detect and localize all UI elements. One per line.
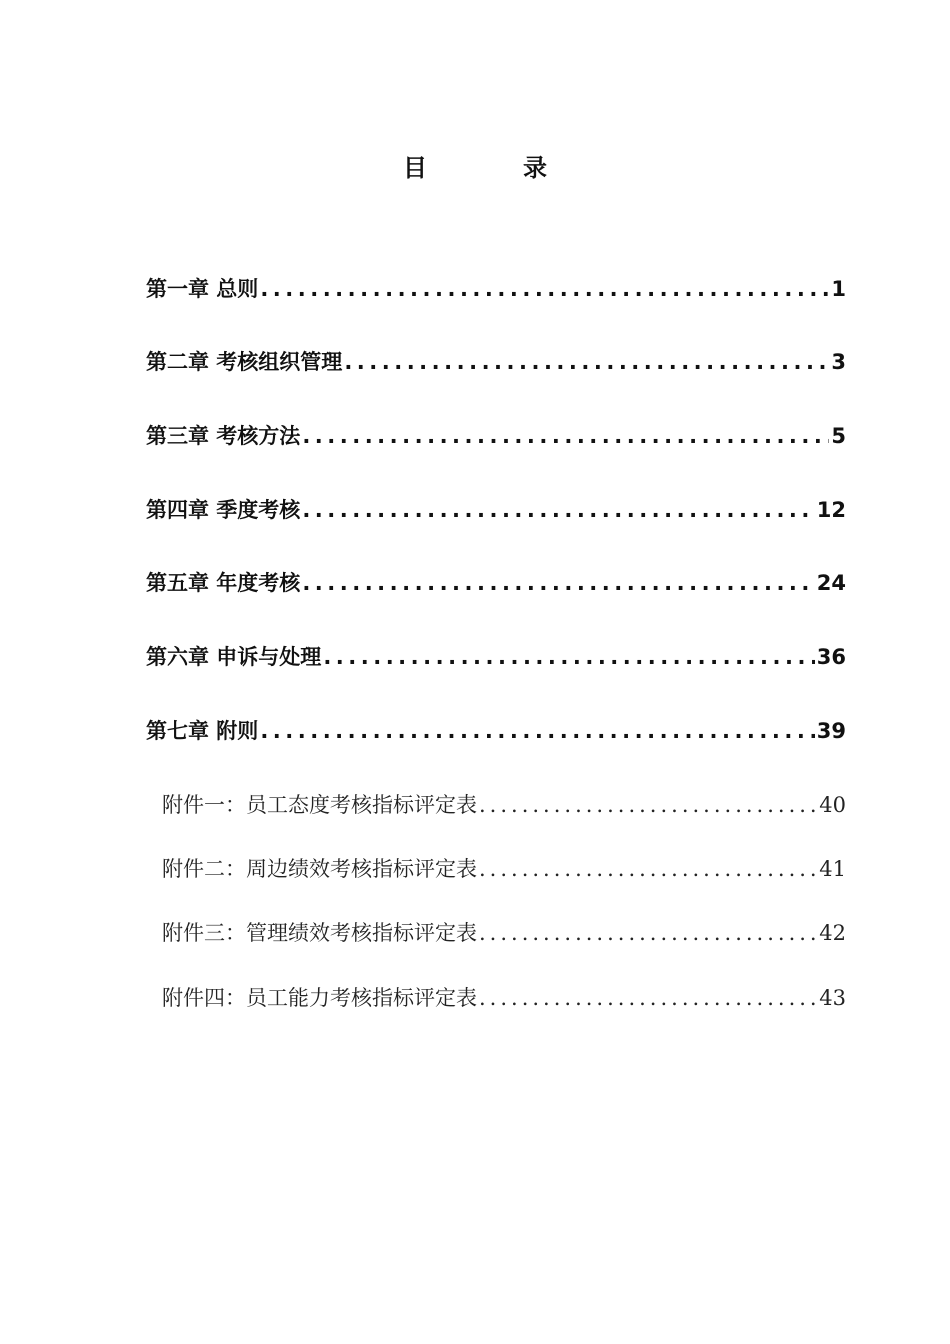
toc-entry-chapter-5[interactable] bbox=[146, 568, 846, 598]
toc-entry-page: 42 bbox=[819, 921, 846, 945]
toc-entry-page: 3 bbox=[831, 350, 846, 374]
toc-entry-page: 12 bbox=[816, 498, 846, 522]
toc-entry-label: 第二章 考核组织管理 bbox=[146, 350, 343, 374]
toc-entry-annex-4[interactable] bbox=[162, 983, 846, 1013]
toc-entry-page: 41 bbox=[819, 857, 846, 881]
toc-entry-page: 5 bbox=[831, 424, 846, 448]
toc-entry-label: 附件二：周边绩效考核指标评定表 bbox=[162, 857, 477, 881]
toc-entry-annex-1[interactable] bbox=[162, 790, 846, 820]
toc-entry-chapter-6[interactable] bbox=[146, 642, 846, 672]
toc-entry-label: 第七章 附则 bbox=[146, 719, 259, 743]
toc-entry-label: 第四章 季度考核 bbox=[146, 498, 301, 522]
toc-entry-chapter-4[interactable] bbox=[146, 495, 846, 525]
toc-entry-annex-3[interactable] bbox=[162, 918, 846, 948]
toc-leader-dots bbox=[302, 568, 814, 598]
toc-entry-label: 第五章 年度考核 bbox=[146, 571, 301, 595]
toc-leader-dots bbox=[479, 790, 817, 820]
toc-entry-page: 24 bbox=[816, 571, 846, 595]
toc-leader-dots bbox=[479, 983, 817, 1013]
toc-entry-annex-2[interactable] bbox=[162, 854, 846, 884]
toc-entry-chapter-7[interactable] bbox=[146, 716, 846, 746]
toc-entry-label: 第一章 总则 bbox=[146, 277, 259, 301]
toc-entry-chapter-1[interactable] bbox=[146, 274, 846, 304]
toc-leader-dots bbox=[302, 495, 814, 525]
toc-entry-label: 第六章 申诉与处理 bbox=[146, 645, 322, 669]
toc-leader-dots bbox=[479, 918, 817, 948]
toc-entry-page: 1 bbox=[831, 277, 846, 301]
toc-entry-label: 附件一：员工态度考核指标评定表 bbox=[162, 793, 477, 817]
toc-entry-page: 36 bbox=[816, 645, 846, 669]
toc-entry-label: 附件三：管理绩效考核指标评定表 bbox=[162, 921, 477, 945]
toc-leader-dots bbox=[323, 642, 814, 672]
toc-entry-page: 43 bbox=[819, 986, 846, 1010]
toc-leader-dots bbox=[260, 716, 814, 746]
toc-title: 目 录 bbox=[403, 154, 583, 182]
toc-leader-dots bbox=[260, 274, 829, 304]
toc-leader-dots bbox=[344, 347, 829, 377]
toc-entry-label: 附件四：员工能力考核指标评定表 bbox=[162, 986, 477, 1010]
toc-leader-dots bbox=[479, 854, 817, 884]
toc-entry-chapter-3[interactable] bbox=[146, 421, 846, 451]
toc-leader-dots bbox=[302, 421, 829, 451]
toc-entry-page: 40 bbox=[819, 793, 846, 817]
toc-entry-page: 39 bbox=[816, 719, 846, 743]
toc-entry-label: 第三章 考核方法 bbox=[146, 424, 301, 448]
toc-entry-chapter-2[interactable] bbox=[146, 347, 846, 377]
